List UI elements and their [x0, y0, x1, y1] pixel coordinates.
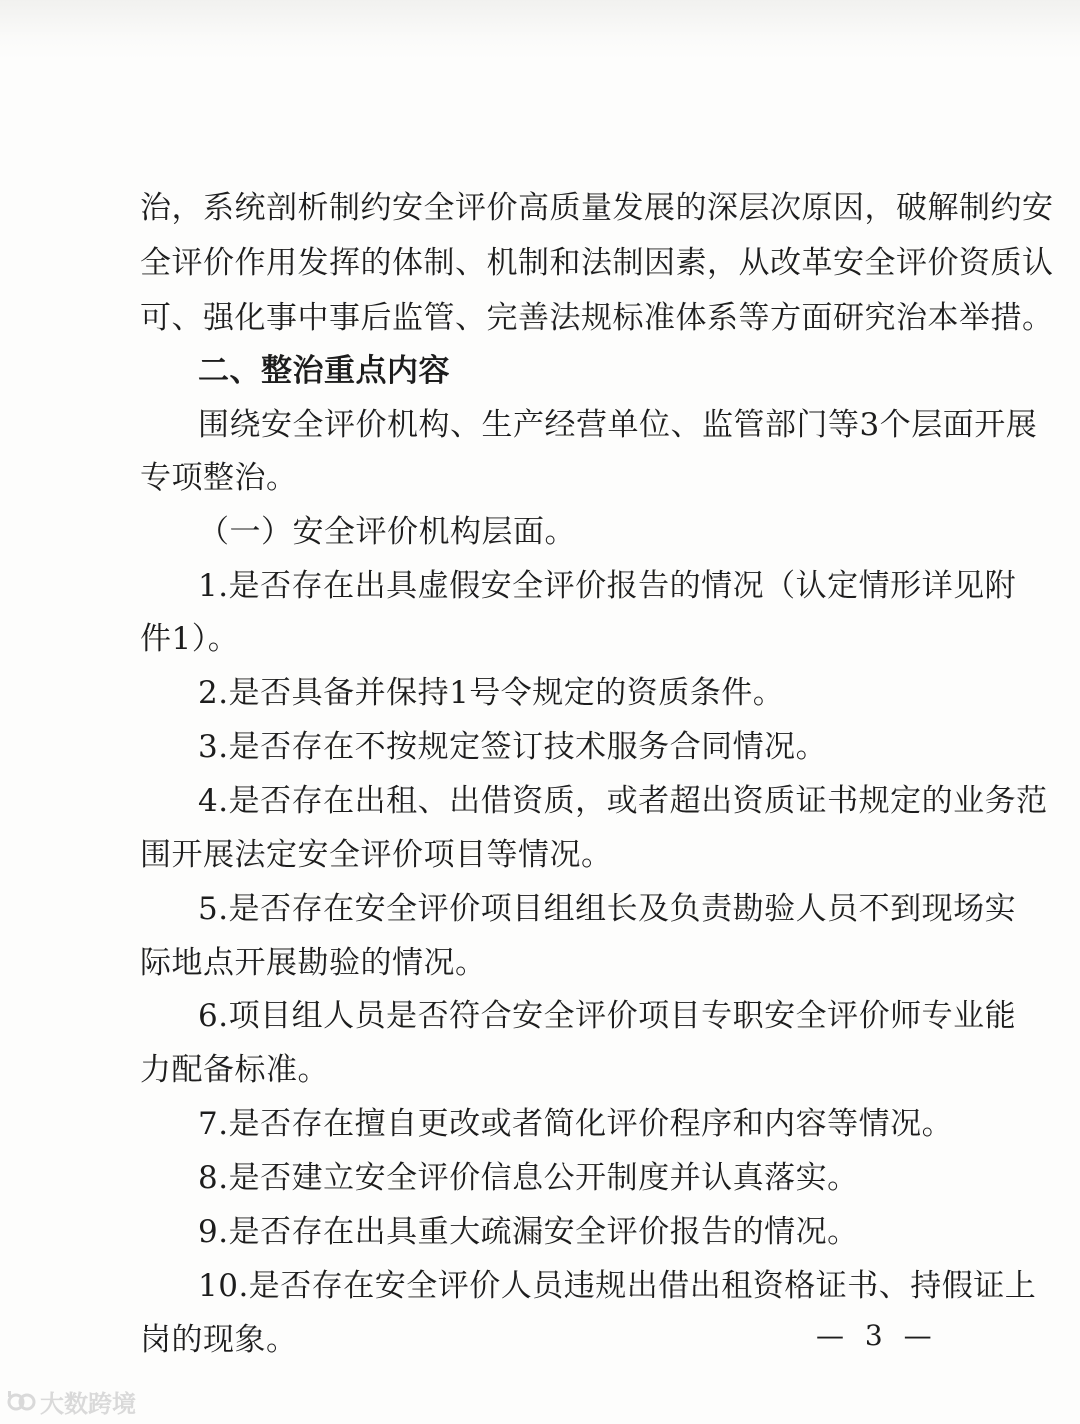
paragraph-line: 专项整治。 — [140, 460, 298, 496]
list-item-line: 4.是否存在出租、出借资质，或者超出资质证书规定的业务范 — [198, 783, 1048, 819]
paragraph-line: 可、强化事中事后监管、完善法规标准体系等方面研究治本举措。 — [140, 300, 1054, 336]
list-item-line: 3.是否存在不按规定签订技术服务合同情况。 — [198, 729, 828, 765]
list-item-line: 2.是否具备并保持1号令规定的资质条件。 — [198, 675, 785, 711]
list-item-line: 岗的现象。 — [140, 1322, 298, 1358]
paragraph-line: 围绕安全评价机构、生产经营单位、监管部门等3个层面开展 — [198, 407, 1038, 443]
list-item-line: 9.是否存在出具重大疏漏安全评价报告的情况。 — [198, 1214, 859, 1250]
subsection-heading: （一）安全评价机构层面。 — [198, 514, 576, 550]
paragraph-line: 治，系统剖析制约安全评价高质量发展的深层次原因，破解制约安 — [140, 190, 1054, 226]
list-item-line: 5.是否存在安全评价项目组组长及负责勘验人员不到现场实 — [198, 891, 1017, 927]
list-item-line: 力配备标准。 — [140, 1052, 329, 1088]
watermark — [6, 1384, 136, 1418]
list-item-line: 6.项目组人员是否符合安全评价项目专职安全评价师专业能 — [198, 998, 1017, 1034]
list-item-line: 件1）。 — [140, 621, 240, 657]
list-item-line: 10.是否存在安全评价人员违规出借出租资格证书、持假证上 — [198, 1268, 1037, 1304]
list-item-line: 8.是否建立安全评价信息公开制度并认真落实。 — [198, 1160, 859, 1196]
watermark-logo-icon — [6, 1389, 36, 1413]
scan-top-shading — [0, 0, 1080, 60]
paragraph-line: 全评价作用发挥的体制、机制和法制因素，从改革安全评价资质认 — [140, 245, 1054, 281]
page-number: — 3 — — [816, 1319, 938, 1352]
watermark-text: 大数跨境 — [40, 1389, 136, 1418]
list-item-line: 7.是否存在擅自更改或者简化评价程序和内容等情况。 — [198, 1106, 954, 1142]
list-item-line: 1.是否存在出具虚假安全评价报告的情况（认定情形详见附 — [198, 568, 1017, 604]
list-item-line: 围开展法定安全评价项目等情况。 — [140, 837, 613, 873]
list-item-line: 际地点开展勘验的情况。 — [140, 945, 487, 981]
section-heading: 二、整治重点内容 — [198, 353, 450, 389]
